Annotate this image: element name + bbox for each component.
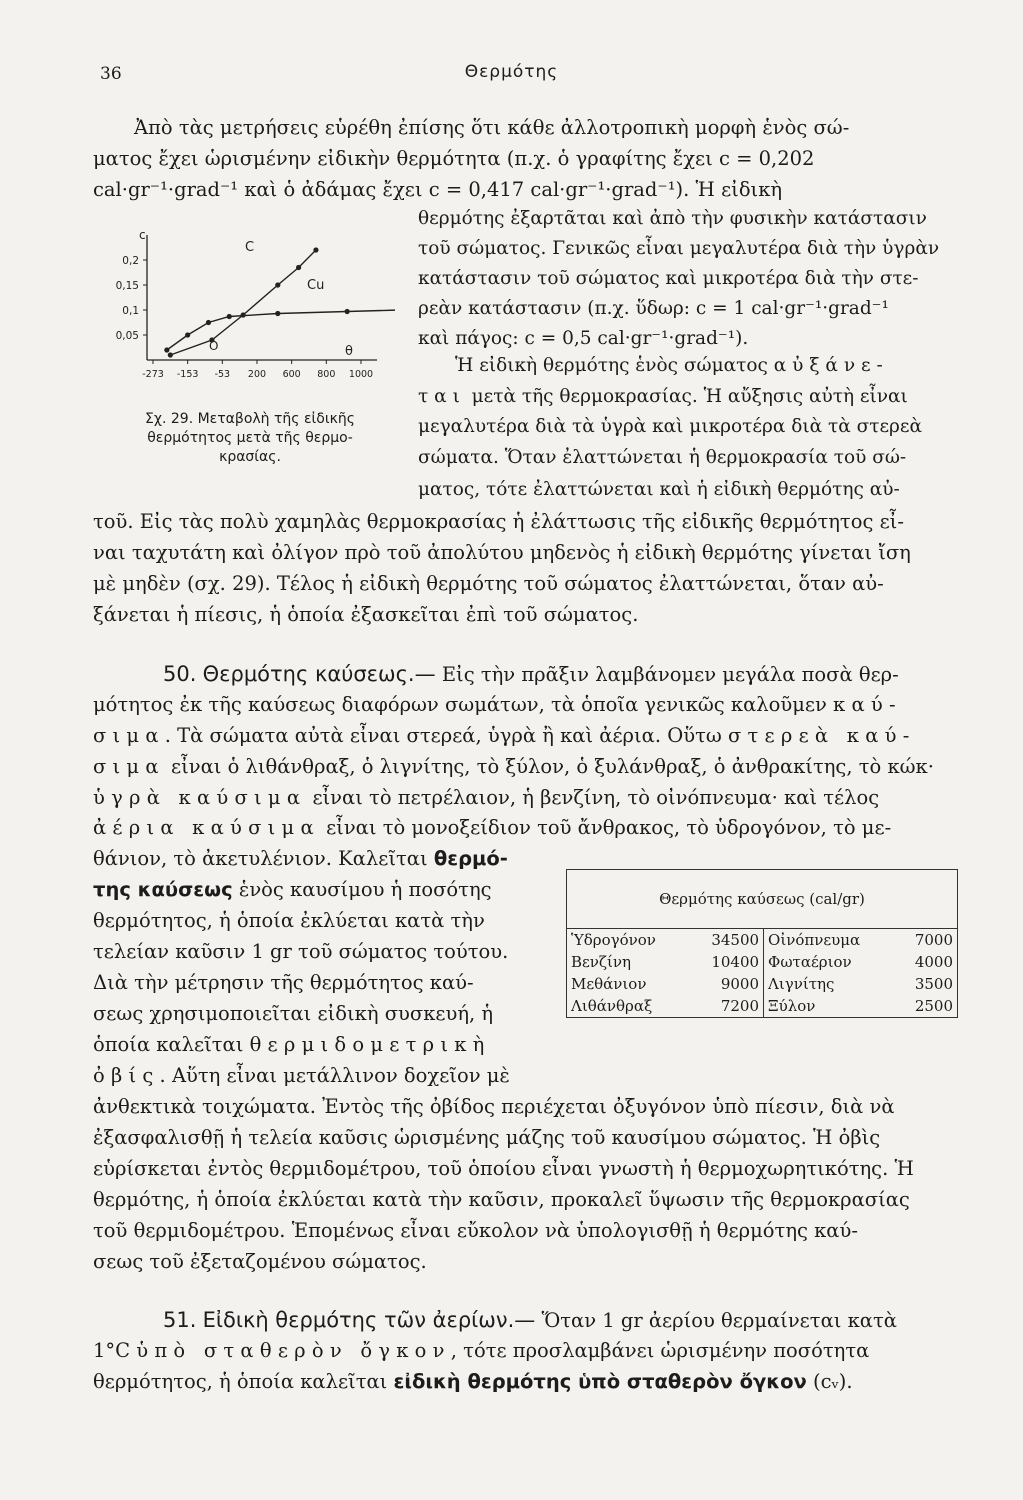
data-point-cu	[275, 311, 280, 316]
data-point-c	[275, 282, 280, 287]
x-tick-label: -153	[176, 369, 199, 380]
x-tick-label: -53	[214, 369, 231, 380]
text-line: σιμα. Τὰ σώματα αὐτὰ εἶναι στερεά, ὑγρὰ ἢ καὶ ἀέρια. Οὕτω στερεὰ καύ-	[93, 724, 916, 747]
table-cell: 34500	[690, 929, 764, 952]
text-line: ὀβίς. Αὕτη εἶναι μετάλλινον δοχεῖον μὲ	[93, 1064, 510, 1087]
table-cell: 7000	[914, 931, 953, 949]
page-number: 36	[100, 64, 122, 84]
x-tick-label: 800	[317, 369, 336, 380]
specific-heat-chart	[95, 225, 395, 400]
table-row	[567, 973, 958, 995]
data-point-cu	[345, 309, 350, 314]
text-line: της καύσεως ἑνὸς καυσίμου ἡ ποσότης	[93, 878, 492, 901]
table-cell: 9000	[690, 973, 764, 995]
table-cell: Ὑδρογόνον	[571, 931, 656, 949]
text-line: μὲ μηδὲν (σχ. 29). Τέλος ἡ εἰδικὴ θερμότης τοῦ σώματος ἐλαττώνεται, ὅταν αὐ-	[93, 572, 884, 595]
table-cell: Ξύλον	[768, 997, 816, 1015]
table-cell: 10400	[690, 951, 764, 973]
heat-of-combustion-table	[566, 869, 958, 1018]
x-axis-label: θ	[345, 344, 353, 359]
text-line: μότητος ἐκ τῆς καύσεως διαφόρων σωμάτων, τὰ ὁποῖα γενικῶς καλοῦμεν καύ-	[93, 693, 902, 716]
text-line: ται μετὰ τῆς θερμοκρασίας. Ἡ αὔξησις αὐτὴ εἶναι	[418, 386, 908, 407]
section-51-heading: 51.	[163, 1308, 197, 1332]
text-line: τοῦ. Εἰς τὰς πολὺ χαμηλὰς θερμοκρασίας ἡ ἐλάττωσις τῆς εἰδικῆς θερμότητος εἶ-	[93, 510, 904, 533]
table-row	[567, 951, 958, 973]
section-50-heading: 50.	[163, 662, 197, 686]
data-point-cu	[164, 347, 169, 352]
text-line: θάνιον, τὸ ἀκετυλένιον. Καλεῖται θερμό-	[93, 847, 508, 870]
table-cell: 3500	[914, 975, 953, 993]
text-line: κατάστασιν τοῦ σώματος καὶ μικροτέρα διὰ τὴν στε-	[418, 268, 919, 289]
caption-line: κρασίας.	[219, 449, 281, 465]
table-cell: Βενζίνη	[571, 953, 632, 971]
text-line: ναι ταχυτάτη καὶ ὀλίγον πρὸ τοῦ ἀπολύτου μηδενὸς ἡ εἰδικὴ θερμότης γίνεται ἴση	[93, 541, 911, 564]
table-cell: Μεθάνιον	[571, 975, 647, 993]
data-point-c	[313, 247, 318, 252]
text-line: ὁποία καλεῖται θερμιδομετρικὴ	[93, 1033, 491, 1056]
text-line: Ἀπὸ τὰς μετρήσεις εὑρέθη ἐπίσης ὅτι κάθε ἀλλοτροπικὴ μορφὴ ἑνὸς σώ-	[134, 116, 850, 139]
figure-caption	[100, 410, 400, 467]
caption-line: Σχ. 29. Μεταβολὴ τῆς εἰδικῆς	[145, 411, 355, 427]
text-line: θερμότητος, ἡ ὁποία ἐκλύεται κατὰ τὴν	[93, 909, 485, 932]
text-line: θερμότης, ἡ ὁποία ἐκλύεται κατὰ τὴν καῦσιν, προκαλεῖ ὕψωσιν τῆς θερμοκρασίας	[93, 1188, 910, 1211]
curve-label-o: O	[209, 339, 219, 353]
text-line: ὑγρὰ καύσιμα εἶναι τὸ πετρέλαιον, ἡ βενζίνη, τὸ οἰνόπνευμα· καὶ τέλος	[93, 786, 880, 809]
text-line: μεγαλυτέρα διὰ τὰ ὑγρὰ καὶ μικροτέρα διὰ τὰ στερεὰ	[418, 416, 923, 437]
text-line: σεως τοῦ ἐξεταζομένου σώματος.	[93, 1250, 427, 1273]
running-title: Θερμότης	[464, 62, 559, 82]
text-line: ξάνεται ἡ πίεσις, ἡ ὁποία ἐξασκεῖται ἐπὶ τοῦ σώματος.	[93, 603, 639, 626]
data-point-cu	[227, 314, 232, 319]
x-tick-label: -273	[142, 369, 164, 380]
text-line: ἀέρια καύσιμα εἶναι τὸ μονοξείδιον τοῦ ἄνθρακος, τὸ ὑδρογόνον, τὸ με-	[93, 816, 892, 839]
table-cell: Φωταέριον	[768, 953, 852, 971]
section-51-heading-line: 51. Εἰδικὴ θερμότης τῶν ἀερίων.— Ὅταν 1 gr ἀερίου θερμαίνεται κατὰ	[163, 1308, 897, 1332]
caption-line: θερμότητος μετὰ τῆς θερμο-	[147, 430, 353, 446]
data-point-c	[168, 352, 173, 357]
data-point-c	[296, 265, 301, 270]
text-line: θερμότητος, ἡ ὁποία καλεῖται εἰδικὴ θερμότης ὑπὸ σταθερὸν ὄγκον (cᵥ).	[93, 1370, 853, 1393]
y-tick-label: 0,15	[115, 280, 139, 292]
table-cell: Οἰνόπνευμα	[768, 931, 861, 949]
text-line: εὑρίσκεται ἐντὸς θερμιδομέτρου, τοῦ ὁποίου εἶναι γνωστὴ ἡ θερμοχωρητικότης. Ἡ	[93, 1157, 914, 1180]
series-line-c	[170, 250, 316, 355]
x-tick-label: 600	[282, 369, 301, 380]
table-cell: Λιγνίτης	[768, 975, 835, 993]
text-line: σιμα εἶναι ὁ λιθάνθραξ, ὁ λιγνίτης, τὸ ξύλον, ὁ ξυλάνθραξ, ὁ ἀνθρακίτης, τὸ κώκ·	[93, 755, 934, 778]
section-50-heading-line: 50. Θερμότης καύσεως.— Εἰς τὴν πρᾶξιν λαμβάνομεν μεγάλα ποσὰ θερ-	[163, 662, 899, 686]
y-tick-label: 0,1	[122, 305, 139, 317]
table-cell: 2500	[914, 997, 953, 1015]
text-line: τοῦ σώματος. Γενικῶς εἶναι μεγαλυτέρα διὰ τὴν ὑγρὰν	[418, 238, 940, 259]
text-line: τοῦ θερμιδομέτρου. Ἑπομένως εἶναι εὔκολον νὰ ὑπολογισθῇ ἡ θερμότης καύ-	[93, 1219, 858, 1242]
text-line: σεως χρησιμοποιεῖται εἰδικὴ συσκευή, ἡ	[93, 1002, 494, 1025]
curve-label-c: C	[245, 240, 255, 255]
text-line: 1°C ὑπὸ σταθερὸν ὄγκον, τότε προσλαμβάνει ὡρισμένην ποσότητα	[93, 1339, 870, 1362]
x-tick-label: 1000	[348, 369, 374, 380]
text-line: Ἡ εἰδικὴ θερμότης ἑνὸς σώματος αὐξάνε-	[455, 355, 889, 376]
text-line: Διὰ τὴν μέτρησιν τῆς θερμότητος καύ-	[93, 971, 474, 994]
text-line: ρεὰν κατάστασιν (π.χ. ὕδωρ: c = 1 cal·gr⁻¹·grad⁻¹	[418, 298, 889, 319]
y-tick-label: 0,05	[115, 330, 139, 342]
text-line: ἀνθεκτικὰ τοιχώματα. Ἐντὸς τῆς ὀβίδος περιέχεται ὀξυγόνον ὑπὸ πίεσιν, διὰ νὰ	[93, 1095, 895, 1118]
text-line: τελείαν καῦσιν 1 gr τοῦ σώματος τούτου.	[93, 940, 509, 963]
table-cell: 4000	[914, 953, 953, 971]
table-title: Θερμότης καύσεως (cal/gr)	[567, 870, 958, 929]
text-line: καὶ πάγος: c = 0,5 cal·gr⁻¹·grad⁻¹).	[418, 328, 749, 349]
text-line: ματος ἔχει ὡρισμένην εἰδικὴν θερμότητα (π.χ. ὁ γραφίτης ἔχει c = 0,202	[93, 147, 815, 170]
text-line: θερμότης ἐξαρτᾶται καὶ ἀπὸ τὴν φυσικὴν κατάστασιν	[418, 208, 927, 229]
table-cell: 7200	[690, 995, 764, 1018]
text-line: σώματα. Ὅταν ἐλαττώνεται ἡ θερμοκρασία τοῦ σώ-	[418, 447, 907, 468]
text-line: ἐξασφαλισθῇ ἡ τελεία καῦσις ὡρισμένης μάζης τοῦ καυσίμου σώματος. Ἡ ὀβὶς	[93, 1126, 881, 1149]
table-cell: Λιθάνθραξ	[571, 997, 653, 1015]
data-point-cu	[185, 332, 190, 337]
text-line: ματος, τότε ἐλαττώνεται καὶ ἡ εἰδικὴ θερμότης αὐ-	[418, 479, 900, 500]
data-point-cu	[206, 320, 211, 325]
text-line: cal·gr⁻¹·grad⁻¹ καὶ ὁ ἀδάμας ἔχει c = 0,417 cal·gr⁻¹·grad⁻¹). Ἡ εἰδικὴ	[93, 178, 783, 201]
curve-label-cu: Cu	[307, 278, 325, 293]
table-row	[567, 995, 958, 1018]
table-row	[567, 929, 958, 952]
x-tick-label: 200	[247, 369, 267, 380]
y-tick-label: 0,2	[122, 255, 139, 267]
y-axis-label: c	[139, 228, 146, 242]
